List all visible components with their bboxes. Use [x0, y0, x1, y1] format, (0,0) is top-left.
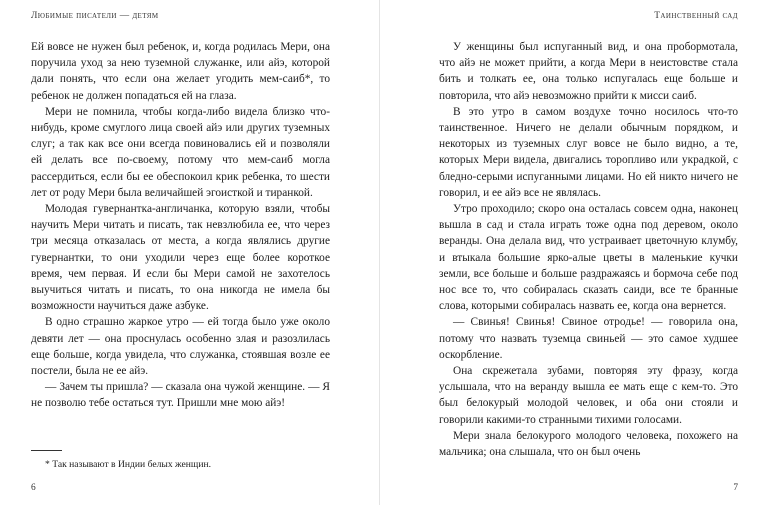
paragraph: Молодая гувернантка-англичанка, которую взяли, чтобы научить Мери читать и писать, так невзлюбила ее, что через три месяца отказалась от места, а когда являлись другие гувернантки, то они уходили через еще более короткое время, чем первая. И если бы Мери самой не захотелось выучиться читать и писать, то она никогда не имела бы возможности научиться даже азбуке.	[31, 203, 330, 313]
right-page	[380, 0, 760, 505]
right-page-number: 7	[733, 483, 738, 493]
right-running-head: Таинственный сад	[654, 11, 738, 21]
paragraph: Ей вовсе не нужен был ребенок, и, когда родилась Мери, она поручила уход за нею туземной служанке, или айэ, которой дали понять, что если она желает угодить мем-саиб*, то ребенок не должен попадаться ей на глаза.	[31, 41, 330, 102]
right-text-block	[439, 39, 738, 460]
left-running-head: Любимые писатели — детям	[31, 11, 159, 21]
footnote-rule	[31, 450, 62, 451]
footnote: * Так называют в Индии белых женщин.	[45, 459, 211, 470]
paragraph: У женщины был испуганный вид, и она пробормотала, что айэ не может прийти, а когда Мери в неистовстве стала бить и толкать ее, она только испугалась еще больше и повторила, что айэ невозможно прийти к мисси саиб.	[439, 41, 738, 102]
paragraph: В одно страшно жаркое утро — ей тогда было уже около девяти лет — она проснулась особенно злая и разозлилась еще больше, когда увидела, что служанка, стоявшая возле ее постели, была не ее айэ.	[31, 316, 330, 378]
paragraph: Мери знала белокурого молодого человека, похожего на мальчика; она слышала, что он был очень	[439, 429, 738, 459]
paragraph: Она скрежетала зубами, повторяя эту фразу, когда услышала, что на веранду вышла ее мать еще с кем-то. Это был белокурый молодой человек, и оба они стояли и говорили какими-то странными тихими голосами.	[439, 365, 738, 426]
left-page-number: 6	[31, 483, 36, 493]
paragraph: Утро проходило; скоро она осталась совсем одна, наконец вышла в сад и стала играть тоже одна под деревом, около веранды. Она делала вид, что устраивает цветочную клумбу, и втыкала большие ярко-алые цветы в маленькие кучки земли, все больше и больше раздражаясь и бормоча себе под нос все то, что собиралась сказать саиди, все те бранные слова, которыми собиралась назвать ее, когда она вернется.	[439, 203, 738, 313]
paragraph: — Зачем ты пришла? — сказала она чужой женщине. — Я не позволю тебе остаться тут. Пришли мне мою айэ!	[31, 381, 330, 410]
paragraph: Мери не помнила, чтобы когда-либо видела близко что-нибудь, кроме смуглого лица своей айэ или других туземных слуг; а так как все они всегда повиновались ей и позволяли ей делать все по-своему, потому что мем-саиб могла рассердиться, если бы ее обеспокоил крик ребенка, то шести лет от роду Мери была величайшей эгоисткой и тиранкой.	[31, 105, 330, 199]
paragraph: В это утро в самом воздухе точно носилось что-то таинственное. Ничего не делали обычным порядком, и некоторых из туземных слуг вовсе не было видно, а те, которых Мери видела, двигались торопливо или украдкой, с бледно-серыми испуганными лицами. Но ей никто ничего не говорил, и ее айэ все не являлась.	[439, 105, 738, 199]
left-text-block	[31, 39, 330, 412]
paragraph: — Свинья! Свинья! Свиное отродье! — говорила она, потому что назвать туземца свиньей — это самое худшее оскорбление.	[439, 316, 738, 361]
